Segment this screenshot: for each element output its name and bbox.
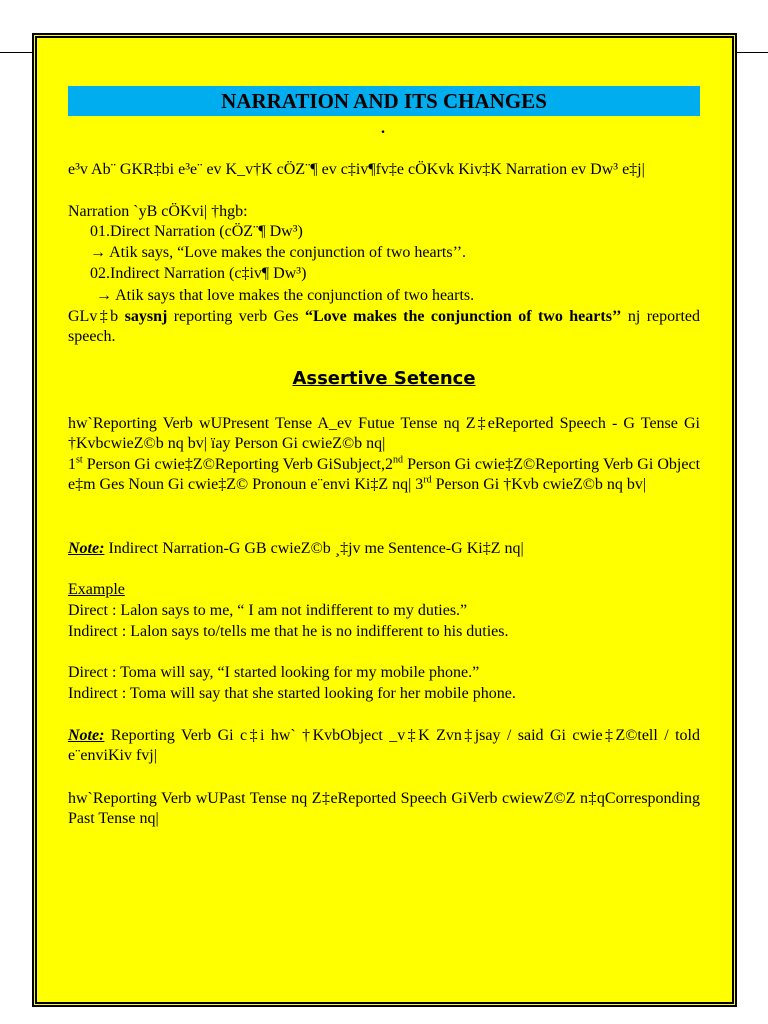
example-line: Indirect : Toma will say that she started looking for her mobile phone. <box>68 685 516 702</box>
page-title: NARRATION AND ITS CHANGES <box>221 89 547 113</box>
list-item-indirect: 02.Indirect Narration (c‡iv¶ Dw³) <box>90 265 307 282</box>
example-line: Indirect : Lalon says to/tells me that he is no indifferent to his duties. <box>68 623 509 640</box>
intro-explanation: GLv‡b saysnj reporting verb Ges “Love makes the conjunction of two hearts’’ nj reported speech. <box>68 308 701 345</box>
example-indirect: → Atik says that love makes the conjunction of two hearts. <box>96 287 475 304</box>
example-direct: → Atik says, “Love makes the conjunction of two hearts’’. <box>90 244 467 261</box>
title-banner <box>68 86 700 116</box>
example-line: Direct : Toma will say, “I started looking for my mobile phone.” <box>68 664 480 681</box>
example-line: Direct : Lalon says to me, “ I am not indifferent to my duties.” <box>68 602 468 619</box>
intro-line-1: e³v Ab¨ GKR‡bi e³e¨ ev K_v†K cÖZ¨¶ ev c‡iv¶fv‡e cÖKvk Kiv‡K Narration ev Dw³ e‡j| <box>68 161 645 178</box>
list-item-direct: 01.Direct Narration (cÖZ¨¶ Dw³) <box>90 223 303 240</box>
example-label: Example <box>68 581 125 598</box>
rule-paragraph-2: 1st Person Gi cwie‡Z©Reporting Verb GiSubject,2nd Person Gi cwie‡Z©Reporting Verb Gi Object e‡m Ges Noun Gi cwie‡Z© Pronoun e¨envi Ki‡Z nq| 3rd Person Gi †Kvb cwieZ©b nq bv| <box>68 454 701 493</box>
note-1: Note: Indirect Narration-G GB cwieZ©b ¸‡jv me Sentence-G Ki‡Z nq| <box>68 540 524 557</box>
rule-paragraph-3: hw`Reporting Verb wUPast Tense nq Z‡eReported Speech GiVerb cwiewZ©Z n‡qCorresponding Past Tense nq| <box>68 790 700 827</box>
title-dot: . <box>381 120 385 137</box>
note-2: Note: Reporting Verb Gi c‡i hw` †KvbObject _v‡K Zvn‡jsay / said Gi cwie‡Z©tell / told e¨enviKiv fvj| <box>68 727 700 764</box>
intro-line-2: Narration `yB cÖKvi| †hgb: <box>68 203 248 220</box>
rule-paragraph-1: hw`Reporting Verb wUPresent Tense A_ev Futue Tense nq Z‡eReported Speech - G Tense Gi †KvbcwieZ©b nq bv| ïay Person Gi cwieZ©b nq| <box>68 415 700 452</box>
section-heading: Assertive Setence <box>292 368 476 389</box>
